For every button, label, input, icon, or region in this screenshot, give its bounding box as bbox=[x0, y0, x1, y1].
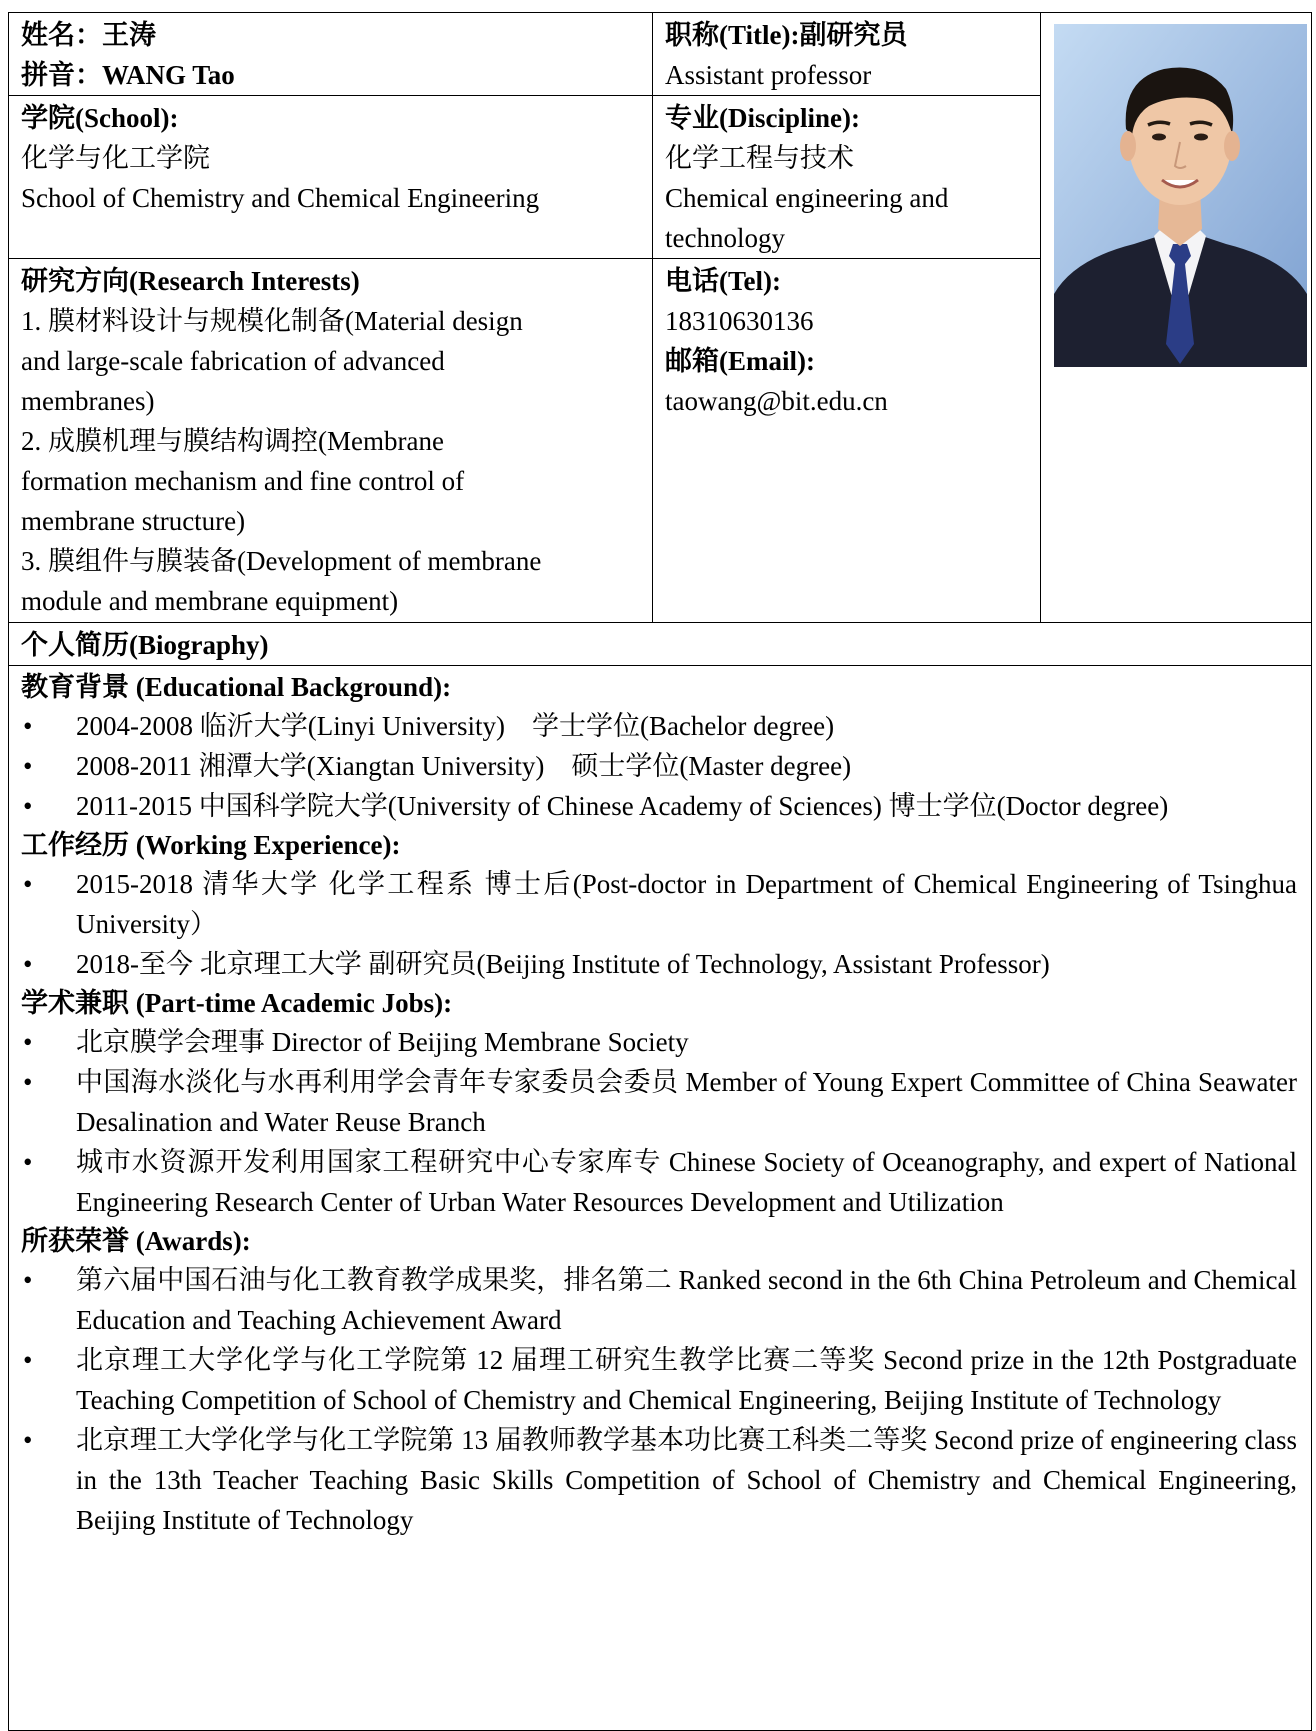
bullet-icon: • bbox=[23, 751, 33, 781]
section-title-work: 工作经历 (Working Experience): bbox=[21, 830, 401, 860]
bullet-icon: • bbox=[23, 1147, 33, 1177]
photo-cell bbox=[1041, 13, 1312, 623]
research-label: 研究方向(Research Interests) bbox=[21, 266, 360, 296]
bullet-icon: • bbox=[23, 791, 33, 821]
bullet-icon: • bbox=[23, 1027, 33, 1057]
item-text: 2015-2018 清华大学 化学工程系 博士后(Post-doctor in Department of Chemical Engineering of Tsinghua University） bbox=[76, 869, 1297, 939]
school-label: 学院(School): bbox=[21, 103, 179, 133]
title-label: 职称(Title):副研究员 bbox=[665, 20, 908, 50]
research-line: module and membrane equipment) bbox=[21, 586, 399, 616]
item-text: 2004-2008 临沂大学(Linyi University) 学士学位(Bachelor degree) bbox=[76, 711, 835, 741]
item-text: 北京膜学会理事 Director of Beijing Membrane Society bbox=[76, 1027, 689, 1057]
biography-title-cell bbox=[9, 623, 1312, 666]
academic-jobs-list bbox=[21, 1022, 1297, 1222]
contact-cell bbox=[653, 259, 1041, 623]
email-value: taowang@bit.edu.cn bbox=[665, 386, 888, 416]
list-item bbox=[21, 1142, 1297, 1222]
research-line: and large-scale fabrication of advanced bbox=[21, 346, 445, 376]
discipline-en-2: technology bbox=[665, 223, 785, 253]
awards-list bbox=[21, 1260, 1297, 1540]
biography-cell bbox=[9, 666, 1312, 1731]
list-item bbox=[21, 1062, 1297, 1142]
item-text: 北京理工大学化学与化工学院第 12 届理工研究生教学比赛二等奖 Second prize in the 12th Postgraduate Teaching Competition of School of Chemistry and Chemical Engineering, Beijing Institute of Technology bbox=[76, 1345, 1297, 1415]
discipline-cn: 化学工程与技术 bbox=[665, 143, 854, 173]
list-item bbox=[21, 864, 1297, 944]
research-line: 1. 膜材料设计与规模化制备(Material design bbox=[21, 306, 523, 336]
item-text: 2011-2015 中国科学院大学(University of Chinese Academy of Sciences) 博士学位(Doctor degree) bbox=[76, 791, 1169, 821]
school-cn: 化学与化工学院 bbox=[21, 143, 210, 173]
portrait-photo bbox=[1054, 24, 1307, 367]
school-en: School of Chemistry and Chemical Engineering bbox=[21, 183, 540, 213]
research-line: membrane structure) bbox=[21, 506, 246, 536]
pinyin-line: 拼音：WANG Tao bbox=[21, 60, 235, 90]
research-line: 3. 膜组件与膜装备(Development of membrane bbox=[21, 546, 542, 576]
cv-table bbox=[8, 12, 1312, 1731]
discipline-label: 专业(Discipline): bbox=[665, 103, 860, 133]
list-item bbox=[21, 786, 1297, 826]
email-label: 邮箱(Email): bbox=[665, 346, 815, 376]
bullet-icon: • bbox=[23, 1265, 33, 1295]
item-text: 北京理工大学化学与化工学院第 13 届教师教学基本功比赛工科类二等奖 Second prize of engineering class in the 13th Teacher Teaching Basic Skills Competition of School of Chemistry and Chemical Engineering, Beijing Institute of Technology bbox=[76, 1425, 1297, 1535]
research-line: formation mechanism and fine control of bbox=[21, 466, 465, 496]
section-title-academic-jobs: 学术兼职 (Part-time Academic Jobs): bbox=[21, 988, 453, 1018]
portrait-photo-icon bbox=[1054, 24, 1307, 367]
biography-title: 个人简历(Biography) bbox=[21, 630, 269, 660]
section-title-education: 教育背景 (Educational Background): bbox=[21, 672, 452, 702]
discipline-en-1: Chemical engineering and bbox=[665, 183, 949, 213]
list-item bbox=[21, 706, 1297, 746]
name-line: 姓名：王涛 bbox=[21, 20, 156, 50]
research-line: membranes) bbox=[21, 386, 155, 416]
bullet-icon: • bbox=[23, 711, 33, 741]
work-list bbox=[21, 864, 1297, 984]
bullet-icon: • bbox=[23, 1067, 33, 1097]
list-item bbox=[21, 746, 1297, 786]
bullet-icon: • bbox=[23, 1345, 33, 1375]
bullet-icon: • bbox=[23, 1425, 33, 1455]
list-item bbox=[21, 1420, 1297, 1540]
tel-label: 电话(Tel): bbox=[665, 266, 781, 296]
bullet-icon: • bbox=[23, 869, 33, 899]
list-item bbox=[21, 944, 1297, 984]
name-cell bbox=[9, 13, 653, 96]
school-cell bbox=[9, 96, 653, 259]
list-item bbox=[21, 1260, 1297, 1340]
research-cell bbox=[9, 259, 653, 623]
research-line: 2. 成膜机理与膜结构调控(Membrane bbox=[21, 426, 444, 456]
item-text: 第六届中国石油与化工教育教学成果奖，排名第二 Ranked second in the 6th China Petroleum and Chemical Education and Teaching Achievement Award bbox=[76, 1265, 1297, 1335]
discipline-cell bbox=[653, 96, 1041, 259]
item-text: 2018-至今 北京理工大学 副研究员(Beijing Institute of Technology, Assistant Professor) bbox=[76, 949, 1050, 979]
list-item bbox=[21, 1340, 1297, 1420]
item-text: 中国海水淡化与水再利用学会青年专家委员会委员 Member of Young Expert Committee of China Seawater Desalination and Water Reuse Branch bbox=[76, 1067, 1297, 1137]
education-list bbox=[21, 706, 1297, 826]
section-title-awards: 所获荣誉 (Awards): bbox=[21, 1226, 251, 1256]
list-item bbox=[21, 1022, 1297, 1062]
item-text: 2008-2011 湘潭大学(Xiangtan University) 硕士学位(Master degree) bbox=[76, 751, 852, 781]
bullet-icon: • bbox=[23, 949, 33, 979]
item-text: 城市水资源开发利用国家工程研究中心专家库专 Chinese Society of Oceanography, and expert of National Engineering Research Center of Urban Water Resources Development and Utilization bbox=[76, 1147, 1297, 1217]
tel-value: 18310630136 bbox=[665, 306, 814, 336]
title-cell bbox=[653, 13, 1041, 96]
title-value: Assistant professor bbox=[665, 60, 872, 90]
